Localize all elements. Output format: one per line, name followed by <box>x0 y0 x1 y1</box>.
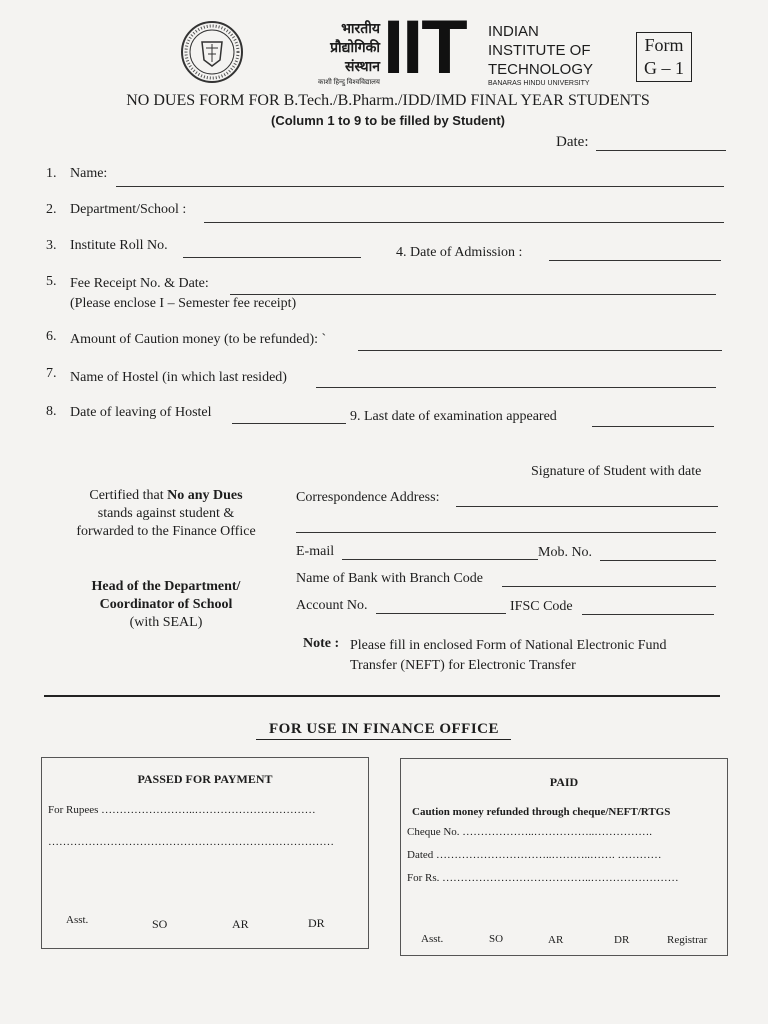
certify-prefix: Certified that <box>89 488 168 503</box>
address-field-2[interactable] <box>296 532 716 533</box>
paid-title: PAID <box>549 775 579 789</box>
hostel-name-label: Name of Hostel (in which last resided) <box>70 370 287 385</box>
signature-label: Signature of Student with date <box>531 464 702 479</box>
fee-receipt-label: Fee Receipt No. & Date: <box>70 276 209 291</box>
field-number-7: 7. <box>46 366 57 381</box>
rupees-continuation-line: …………………………………………………………………… <box>48 836 334 848</box>
mobile-field[interactable] <box>600 560 716 561</box>
cheque-no-line: Cheque No. ………………..……………..……………. <box>407 826 653 838</box>
note-label: Note : <box>303 636 340 651</box>
bank-label: Name of Bank with Branch Code <box>296 571 484 586</box>
mobile-label: Mob. No. <box>538 545 593 560</box>
address-field-1[interactable] <box>456 506 718 507</box>
hod-block <box>58 578 274 632</box>
section-divider <box>44 695 720 697</box>
certify-no-dues: No any Dues <box>167 488 243 503</box>
address-label: Correspondence Address: <box>296 490 440 505</box>
form-code: G – 1 <box>644 58 684 78</box>
note-line-2: Transfer (NEFT) for Electronic Transfer <box>350 658 576 673</box>
institute-name-block <box>488 22 593 89</box>
field-number-6: 6. <box>46 329 57 344</box>
field-number-8: 8. <box>46 404 57 419</box>
field-number-1: 1. <box>46 166 57 181</box>
hindi-line-1: भारतीय <box>341 22 380 37</box>
right-sign-so: SO <box>489 933 504 945</box>
bank-field[interactable] <box>502 586 716 587</box>
hostel-leaving-field[interactable] <box>232 423 346 424</box>
account-field[interactable] <box>376 613 506 614</box>
right-sign-registrar: Registrar <box>667 934 708 946</box>
finance-heading-underline <box>256 739 511 740</box>
roll-number-field[interactable] <box>183 257 361 258</box>
hindi-line-2: प्रौद्योगिकी <box>330 41 380 56</box>
left-sign-ar: AR <box>232 917 249 931</box>
iit-logo-text: IIT <box>383 5 466 90</box>
dated-line: Dated …………………………..………..……. ………… <box>407 849 662 861</box>
institute-line-2: INSTITUTE OF <box>488 42 591 59</box>
paid-box <box>400 758 728 956</box>
field-number-5: 5. <box>46 274 57 289</box>
hindi-name-block <box>318 20 380 87</box>
ifsc-label: IFSC Code <box>510 599 573 614</box>
form-subtitle: (Column 1 to 9 to be filled by Student) <box>271 113 505 128</box>
certify-line-3: forwarded to the Finance Office <box>76 524 256 539</box>
name-field[interactable] <box>116 186 724 187</box>
admission-date-field[interactable] <box>549 260 721 261</box>
account-label: Account No. <box>296 598 368 613</box>
date-label: Date: <box>556 134 589 150</box>
field-number-2: 2. <box>46 202 57 217</box>
passed-for-payment-box <box>41 757 369 949</box>
for-rupees-line: For Rupees ……………………..…………………………… <box>48 804 316 816</box>
field-number-3: 3. <box>46 238 57 253</box>
caution-money-field[interactable] <box>358 350 722 351</box>
hindi-sub: काशी हिन्दु विश्वविद्यालय <box>318 78 380 86</box>
hostel-name-field[interactable] <box>316 387 716 388</box>
right-sign-asst: Asst. <box>421 933 444 945</box>
institute-line-3: TECHNOLOGY <box>488 61 594 78</box>
right-sign-ar: AR <box>548 934 564 946</box>
certify-line-1 <box>58 487 274 505</box>
department-field[interactable] <box>204 222 724 223</box>
caution-money-label: Amount of Caution money (to be refunded): ` <box>70 332 327 347</box>
finance-heading: FOR USE IN FINANCE OFFICE <box>268 721 499 737</box>
fee-receipt-note: (Please enclose I – Semester fee receipt) <box>70 296 297 311</box>
coordinator-title: Coordinator of School <box>99 597 233 612</box>
left-sign-asst: Asst. <box>66 914 89 926</box>
last-exam-label: 9. Last date of examination appeared <box>350 409 557 424</box>
institute-sub: BANARAS HINDU UNIVERSITY <box>488 80 590 87</box>
left-sign-dr: DR <box>308 916 325 930</box>
last-exam-field[interactable] <box>592 426 714 427</box>
institute-line-1: INDIAN <box>488 23 539 40</box>
form-code-box <box>636 32 692 82</box>
hostel-leaving-label: Date of leaving of Hostel <box>70 405 212 420</box>
seal-note: (with SEAL) <box>129 615 203 630</box>
admission-date-label: 4. Date of Admission : <box>396 245 523 260</box>
certify-line-2: stands against student & <box>97 506 235 521</box>
right-sign-dr: DR <box>614 934 630 946</box>
for-rs-line: For Rs. …………………………………..…………………… <box>407 872 679 884</box>
ifsc-field[interactable] <box>582 614 714 615</box>
form-label: Form <box>644 35 684 55</box>
left-sign-so: SO <box>152 917 168 931</box>
form-title: NO DUES FORM FOR B.Tech./B.Pharm./IDD/IMD FINAL YEAR STUDENTS <box>126 92 650 109</box>
roll-number-label: Institute Roll No. <box>70 238 168 253</box>
department-label: Department/School : <box>70 202 187 217</box>
passed-title: PASSED FOR PAYMENT <box>137 772 273 786</box>
email-label: E-mail <box>296 544 335 559</box>
date-field[interactable] <box>596 150 726 151</box>
email-field[interactable] <box>342 559 538 560</box>
certification-block <box>58 487 274 541</box>
name-label: Name: <box>70 166 108 181</box>
hindi-line-3: संस्थान <box>345 60 380 75</box>
note-line-1: Please fill in enclosed Form of National Electronic Fund <box>350 638 667 653</box>
institute-seal-logo <box>180 20 244 84</box>
fee-receipt-field[interactable] <box>230 294 716 295</box>
paid-subtitle: Caution money refunded through cheque/NEFT/RTGS <box>412 806 671 818</box>
hod-title: Head of the Department/ <box>91 579 241 594</box>
